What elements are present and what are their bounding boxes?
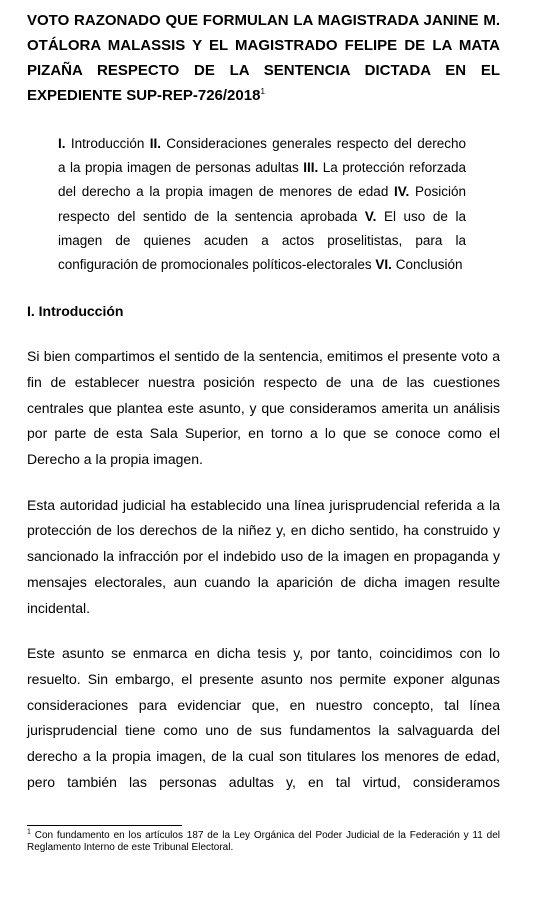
toc-item-number: I.: [58, 136, 66, 151]
footnote-marker: 1: [27, 828, 31, 836]
toc-item-text: Conclusión: [391, 257, 463, 273]
toc-item-number: V.: [364, 208, 377, 224]
footnote: [27, 830, 500, 854]
footnote-divider: [27, 825, 182, 826]
toc-item-number: II.: [149, 136, 161, 151]
document-title: [27, 8, 500, 108]
toc-item-number: VI.: [375, 257, 392, 273]
title-footnote-marker[interactable]: 1: [260, 87, 265, 96]
document-page: [27, 8, 500, 795]
toc-item-number: IV.: [394, 184, 410, 200]
section-heading: I. Introducción: [27, 303, 124, 320]
document-title-text: VOTO RAZONADO QUE FORMULAN LA MAGISTRADA JANINE M. OTÁLORA MALASSIS Y EL MAGISTRADO FELIPE DE LA MATA PIZAÑA RESPECTO DE LA SENTENCIA DICTADA EN EL EXPEDIENTE SUP-REP-726/2018: [27, 12, 500, 104]
toc-item-text: El uso de la imagen de quienes acuden a actos proselitistas, para la configuración de promocionales políticos-electorales: [58, 208, 467, 273]
toc-item-number: III.: [303, 160, 319, 176]
toc-item-text: Introducción: [65, 136, 150, 151]
toc-item-text: Posición respecto del sentido de la sentencia aprobada: [58, 184, 467, 224]
body-paragraph: Si bien compartimos el sentido de la sentencia, emitimos el presente voto a fin de establecer nuestra posición respecto de una de las cuestiones centrales que plantea este asunto, y que consideramos amerita un análisis por parte de esta Sala Superior, en torno a lo que se conoce como el Derecho a la propia imagen.: [27, 348, 500, 468]
body-paragraph: Este asunto se enmarca en dicha tesis y, por tanto, coincidimos con lo resuelto. Sin embargo, el presente asunto nos permite exponer algunas consideraciones para evidenciar que, en nuestro concepto, tal línea jurisprudencial tiene como uno de sus fundamentos la salvaguarda del derecho a la propia imagen, de la cual son titulares los menores de edad, pero también las personas adultas y, en tal virtud, consideramos: [27, 645, 500, 790]
footnote-text: Con fundamento en los artículos 187 de la Ley Orgánica del Poder Judicial de la Federación y 11 del Reglamento Interno de este Tribunal Electoral.: [27, 830, 500, 853]
toc-item-text: Consideraciones generales respecto del derecho a la propia imagen de personas adultas: [58, 136, 466, 176]
body-paragraph: Esta autoridad judicial ha establecido una línea jurisprudencial referida a la protección de los derechos de la niñez y, en dicho sentido, ha construido y sancionado la infracción por el indebido uso de la imagen en propaganda y mensajes electorales, aun cuando la aparición de dicha imagen resulte incidental.: [27, 496, 500, 616]
toc-item-text: La protección reforzada del derecho a la propia imagen de menores de edad: [58, 160, 466, 200]
table-of-contents: [58, 132, 466, 277]
